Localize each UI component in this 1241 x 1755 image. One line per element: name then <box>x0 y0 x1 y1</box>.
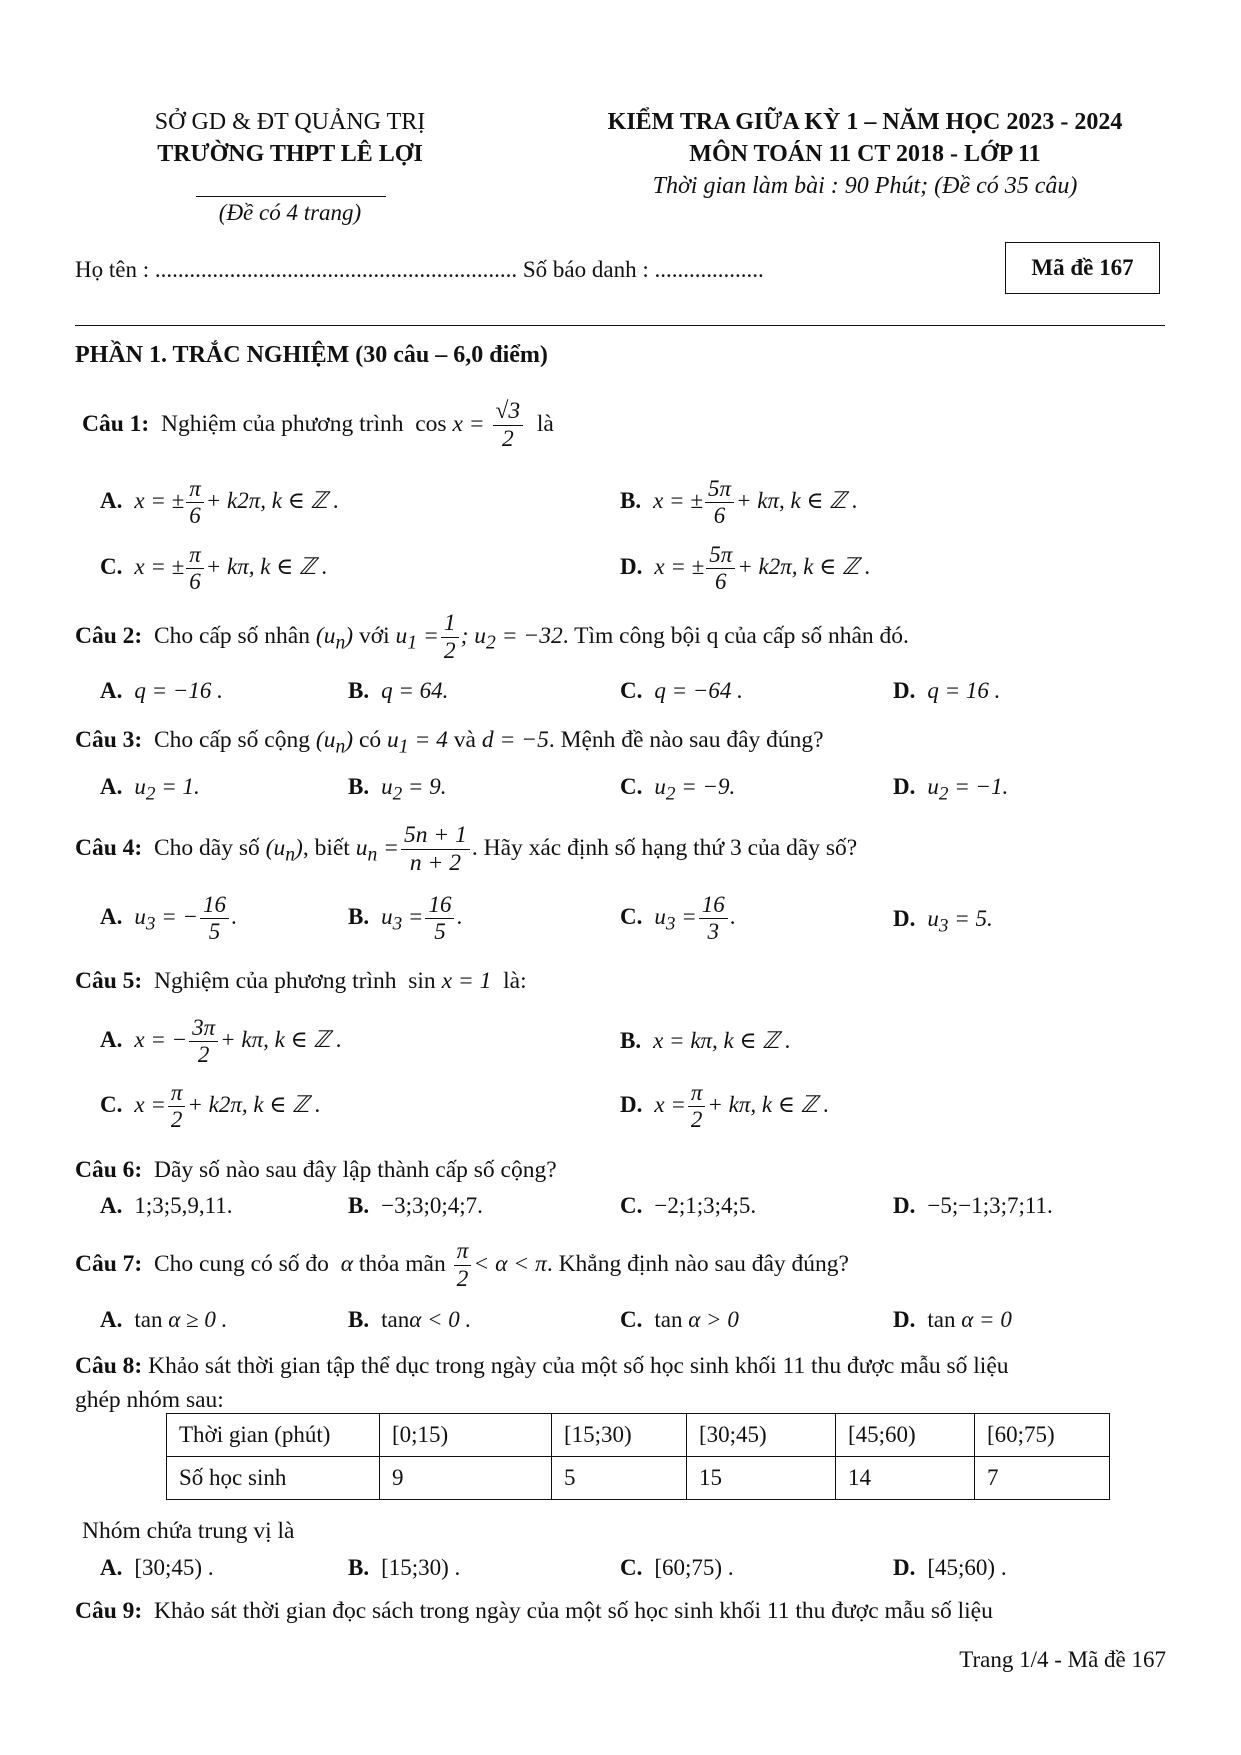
table-cell: 7 <box>975 1457 1110 1500</box>
school-name: TRƯỜNG THPT LÊ LỢI <box>157 141 423 167</box>
table-cell: [0;15) <box>380 1414 552 1457</box>
table-cell: [60;75) <box>975 1414 1110 1457</box>
q3-option-a[interactable]: A. $u_2 = 1$. <box>100 774 200 805</box>
q6-option-c[interactable]: C. −2;1;3;4;5. <box>620 1193 757 1218</box>
q2-option-d[interactable]: D. q = 16 . <box>893 678 1001 703</box>
page-footer: Trang 1/4 - Mã đề 167 <box>959 1647 1166 1672</box>
table-row <box>167 1414 1110 1457</box>
time-note: Thời gian làm bài : 90 Phút; (Đề có 35 câu) <box>652 173 1078 199</box>
q7-option-d[interactable]: D. tan α = 0 <box>893 1307 1012 1332</box>
pages-note: (Đề có 4 trang) <box>218 200 362 225</box>
q4-option-c[interactable]: C. $u_3$ = $\frac{16}{3}$ . <box>620 892 736 945</box>
question-text: Nghiệm của phương trình <box>161 410 404 437</box>
table-row <box>167 1457 1110 1500</box>
q2-option-a[interactable]: A. q = −16 . <box>100 678 223 703</box>
q8-option-d[interactable]: D. [45;60) . <box>893 1555 1007 1580</box>
q8-option-c[interactable]: C. [60;75) . <box>620 1555 734 1580</box>
id-field: Số báo danh : ................... <box>522 257 764 282</box>
data-table <box>166 1413 1110 1500</box>
q1-option-c[interactable]: C. x = ± $\frac{\pi}{6}$ + kπ, k ∈ ℤ . <box>100 542 328 595</box>
q7-option-a[interactable]: A. tan α ≥ 0 . <box>100 1307 228 1332</box>
q7-option-c[interactable]: C. tan α > 0 <box>620 1307 739 1332</box>
question-7: Câu 7: Cho cung có số đo α thỏa mãn $\frac{\pi}{2}$ < α < π. Khẳng định nào sau đây đúng? <box>75 1238 849 1293</box>
question-6: Câu 6: Dãy số nào sau đây lập thành cấp số cộng? <box>75 1157 557 1183</box>
q1-option-a[interactable]: A. x = ± $\frac{\pi}{6}$ + k2π, k ∈ ℤ . <box>100 476 340 529</box>
q6-option-d[interactable]: D. −5;−1;3;7;11. <box>893 1193 1053 1218</box>
header-left <box>100 106 480 170</box>
q5-option-b[interactable]: B. x = kπ, k ∈ ℤ . <box>620 1028 791 1053</box>
question-4: Câu 4: Cho dãy số $(u_n)$, biết $u_n$ = $\frac{5n + 1}{n + 2}$ . Hãy xác định số hạng thứ 3 của dãy số? <box>75 822 858 877</box>
q7-option-b[interactable]: B. tanα < 0 . <box>348 1307 472 1332</box>
exam-code-box: Mã đề 167 <box>1005 242 1160 294</box>
q8-option-b[interactable]: B. [15;30) . <box>348 1555 461 1580</box>
header-rule <box>75 325 1165 326</box>
q5-option-d[interactable]: D. x = $\frac{\pi}{2}$ + kπ, k ∈ ℤ . <box>620 1080 830 1133</box>
question-2: Câu 2: Cho cấp số nhân $(u_n)$ với $u_1$ = $\frac{1}{2}$ ; $u_2 = -32$. Tìm công bội q của cấp số nhân đó. <box>75 610 909 665</box>
q8-subquestion: Nhóm chứa trung vị là <box>82 1518 295 1544</box>
divider-short <box>196 196 386 197</box>
q5-option-a[interactable]: A. x = − $\frac{3\pi}{2}$ + kπ, k ∈ ℤ . <box>100 1015 343 1068</box>
student-info-row <box>75 257 764 283</box>
department: SỞ GD & ĐT QUẢNG TRỊ <box>154 109 426 135</box>
section-title: PHẦN 1. TRẮC NGHIỆM (30 câu – 6,0 điểm) <box>75 342 548 368</box>
table-cell: [15;30) <box>552 1414 687 1457</box>
math-expr: cos x = <box>415 410 485 437</box>
table-cell: Thời gian (phút) <box>167 1414 380 1457</box>
q3-option-b[interactable]: B. $u_2 = 9$. <box>348 774 447 805</box>
table-cell: [30;45) <box>687 1414 836 1457</box>
question-1 <box>82 398 554 453</box>
table-cell: 14 <box>836 1457 975 1500</box>
q4-option-b[interactable]: B. $u_3$ = $\frac{16}{5}$ . <box>348 892 463 945</box>
question-9: Câu 9: Khảo sát thời gian đọc sách trong ngày của một số học sinh khối 11 thu được mẫu số liệu <box>75 1598 993 1624</box>
name-field: Họ tên : ............................................................... <box>75 257 518 282</box>
question-5: Câu 5: Nghiệm của phương trình sin x = 1 là: <box>75 968 527 994</box>
question-label: Câu 1: <box>82 410 150 437</box>
question-3: Câu 3: Cho cấp số cộng $(u_n)$ có $u_1 = 4$ và d = −5. Mệnh đề nào sau đây đúng? <box>75 727 824 758</box>
question-8: Câu 8: Khảo sát thời gian tập thể dục trong ngày của một số học sinh khối 11 thu được mẫu số liệu ghép nhóm sau: <box>75 1353 1009 1413</box>
q6-option-b[interactable]: B. −3;3;0;4;7. <box>348 1193 483 1218</box>
q2-option-c[interactable]: C. q = −64 . <box>620 678 743 703</box>
q1-option-d[interactable]: D. x = ± $\frac{5\pi}{6}$ + k2π, k ∈ ℤ . <box>620 542 871 595</box>
q4-option-a[interactable]: A. $u_3$ = − $\frac{16}{5}$ . <box>100 892 237 945</box>
header-right <box>520 106 1210 202</box>
q2-option-b[interactable]: B. q = 64. <box>348 678 449 703</box>
q5-option-c[interactable]: C. x = $\frac{\pi}{2}$ + k2π, k ∈ ℤ . <box>100 1080 321 1133</box>
q6-option-a[interactable]: A. 1;3;5,9,11. <box>100 1193 233 1218</box>
table-cell: Số học sinh <box>167 1457 380 1500</box>
q3-option-c[interactable]: C. $u_2 = -9$. <box>620 774 736 805</box>
q8-option-a[interactable]: A. [30;45) . <box>100 1555 214 1580</box>
exam-title: KIỂM TRA GIỮA KỲ 1 – NĂM HỌC 2023 - 2024 <box>607 109 1123 135</box>
question-tail: là <box>536 410 554 437</box>
table-cell: 9 <box>380 1457 552 1500</box>
q3-option-d[interactable]: D. $u_2 = -1$. <box>893 774 1009 805</box>
q4-option-d[interactable]: D. $u_3 = 5$. <box>893 906 993 937</box>
fraction: $\frac{√3}{2}$ <box>493 398 524 453</box>
q1-option-b[interactable]: B. x = ± $\frac{5\pi}{6}$ + kπ, k ∈ ℤ . <box>620 476 858 529</box>
table-cell: 15 <box>687 1457 836 1500</box>
subject-title: MÔN TOÁN 11 CT 2018 - LỚP 11 <box>689 141 1041 167</box>
table-cell: 5 <box>552 1457 687 1500</box>
table-cell: [45;60) <box>836 1414 975 1457</box>
